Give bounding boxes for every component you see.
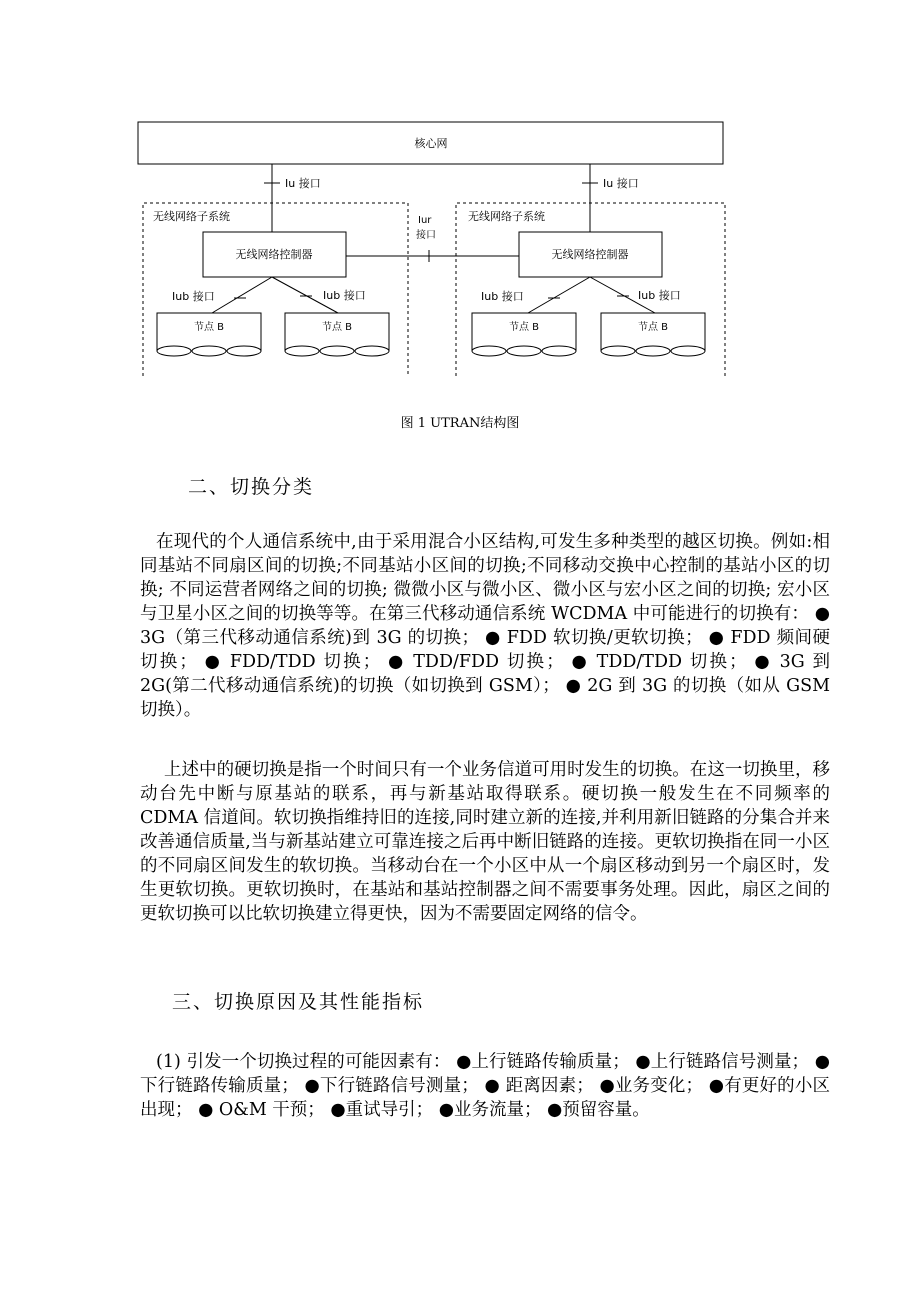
section-2-paragraph-2: 上述中的硬切换是指一个时间只有一个业务信道可用时发生的切换。在这一切换里，移动台先中断与原基站的联系，再与新基站取得联系。硬切换一般发生在不同频率的 CDMA 信道间。软切换指维持旧的连接,同时建立新的连接,并利用新旧链路的分集合并来改善通信质量,当与新基站建立可靠连接之后再中断旧链路的连接。更软切换指在同一小区的不同扇区间发生的软切换。当移动台在一个小区中从一个扇区移动到另一个扇区时，发生更软切换。更软切换时，在基站和基站控制器之间不需要事务处理。因此，扇区之间的更软切换可以比软切换建立得更快，因为不需要固定网络的信令。 [140, 760, 830, 924]
iub-label-1: Iub 接口 [172, 290, 215, 303]
iub-line-1 [212, 277, 272, 313]
section-2-paragraph-1: 在现代的个人通信系统中,由于采用混合小区结构,可发生多种类型的越区切换。例如:相同基站不同扇区间的切换;不同基站小区间的切换;不同移动交换中心控制的基站小区的切换; 不同运营者网络之间的切换; 微微小区与微小区、微小区与宏小区之间的切换; 宏小区与卫星小区之间的切换等等。在第三代移动通信系统 WCDMA 中可能进行的切换有： ● 3G（第三代移动通信系统)到 3G 的切换； ● FDD 软切换/更软切换； ● FDD 频间硬切换； ● FDD/TDD 切换； ● TDD/FDD 切换； ● TDD/TDD 切换； ● 3G 到 2G(第二代移动通信系统)的切换（如切换到 GSM）； ● 2G 到 3G 的切换（如从 GSM 切换）。 [140, 532, 830, 720]
core-network-label: 核心网 [414, 137, 448, 150]
node-b-1 [157, 313, 261, 356]
node-b-4-label: 节点 B [637, 322, 669, 333]
iub-label-3: Iub 接口 [481, 290, 524, 303]
iu-right-label: Iu 接口 [603, 177, 639, 190]
node-b-4 [601, 313, 705, 356]
node-b-2 [285, 313, 389, 356]
rnc-right-label: 无线网络控制器 [551, 248, 629, 261]
utran-diagram [0, 0, 920, 400]
iu-left-label: Iu 接口 [285, 177, 321, 190]
iub-label-2: Iub 接口 [323, 289, 366, 302]
figure-caption: 图 1 UTRAN结构图 [400, 416, 520, 431]
rns-left-label: 无线网络子系统 [153, 210, 230, 223]
iur-label-line1: Iur [418, 215, 432, 226]
node-b-3 [472, 313, 576, 356]
rns-right-label: 无线网络子系统 [468, 210, 545, 223]
iur-label-line2: 接口 [416, 230, 436, 241]
iub-line-3 [528, 277, 590, 313]
section-3-paragraph-1: (1) 引发一个切换过程的可能因素有： ●上行链路传输质量； ●上行链路信号测量； ●下行链路传输质量； ●下行链路信号测量； ● 距离因素； ●业务变化； ●有更好的小区出现； ● O&M 干预； ●重试导引； ●业务流量； ●预留容量。 [140, 1052, 830, 1120]
section-2-heading: 二、切换分类 [188, 476, 315, 498]
node-b-3-label: 节点 B [508, 322, 540, 333]
node-b-2-label: 节点 B [321, 322, 353, 333]
iub-label-4: Iub 接口 [638, 289, 681, 302]
node-b-1-label: 节点 B [193, 322, 225, 333]
rnc-left-label: 无线网络控制器 [235, 248, 313, 261]
section-3-heading: 三、切换原因及其性能指标 [172, 991, 425, 1013]
